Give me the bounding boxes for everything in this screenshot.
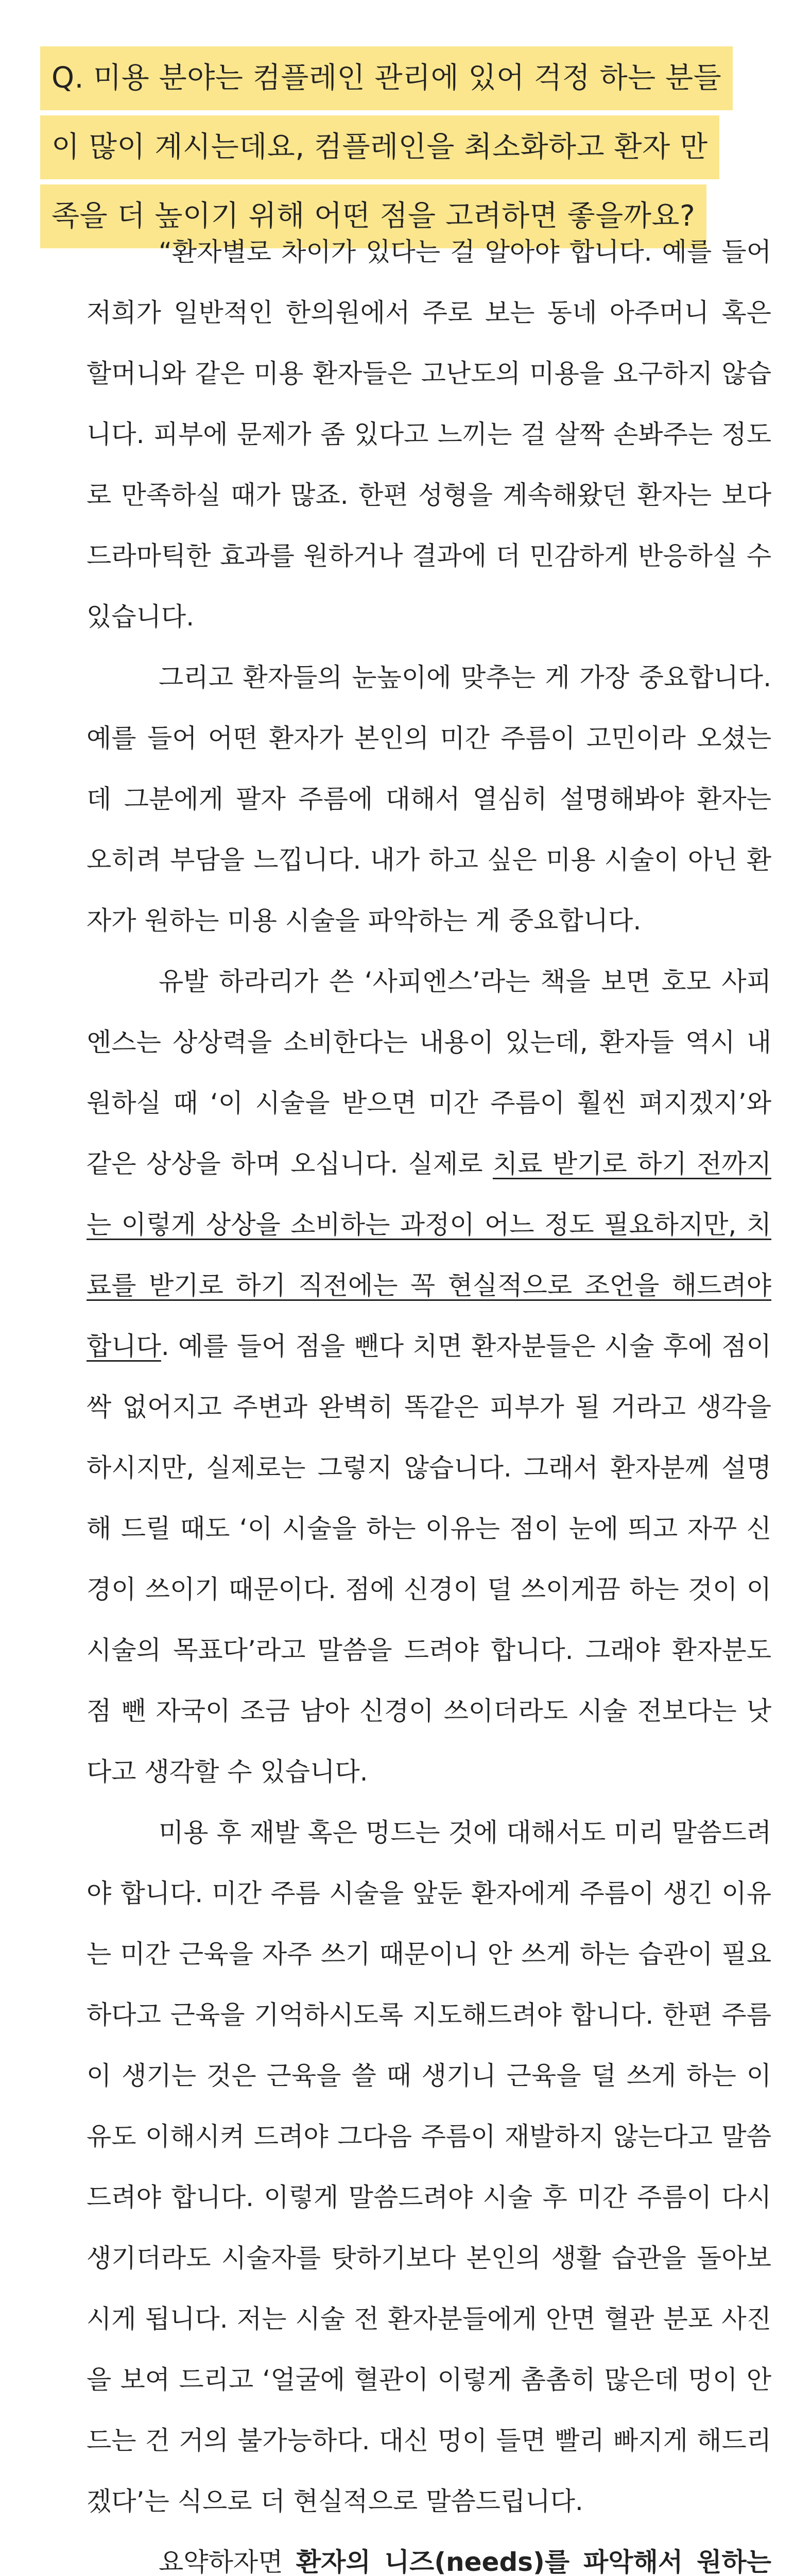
answer-1 <box>87 222 771 2576</box>
answer-1-paragraph-2: 그리고 환자들의 눈높이에 맞추는 게 가장 중요합니다. 예를 들어 어떤 환자가 본인의 미간 주름이 고민이라 오셨는데 그분에게 팔자 주름에 대해서 열심히 설명해봐야 환자는 오히려 부담을 느낍니다. 내가 하고 싶은 미용 시술이 아닌 환자가 원하는 미용 시술을 파악하는 게 중요합니다. <box>87 663 771 936</box>
question-1-line-3: 족을 더 높이기 위해 어떤 점을 고려하면 좋을까요? <box>40 184 706 248</box>
question-1-line-2: 이 많이 계시는데요, 컴플레인을 최소화하고 환자 만 <box>40 115 719 179</box>
answer-1-underlined-advice: 치료 받기로 하기 전까지는 이렇게 상상을 소비하는 과정이 어느 정도 필요하지만, 치료를 받기로 하기 직전에는 꼭 현실적으로 조언을 해드려야 합니다 <box>87 1149 771 1361</box>
answer-1-paragraph-3-rest: . 예를 들어 점을 뺀다 치면 환자분들은 시술 후에 점이 싹 없어지고 주변과 완벽히 똑같은 피부가 될 거라고 생각을 하시지만, 실제로는 그렇지 않습니다. 그래서 환자분께 설명해 드릴 때도 ‘이 시술을 하는 이유는 점이 눈에 띄고 자꾸 신경이 쓰이기 때문이다. 점에 신경이 덜 쓰이게끔 하는 것이 이 시술의 목표다’라고 말씀을 드려야 합니다. 그래야 환자분도 점 뺀 자국이 조금 남아 신경이 쓰이더라도 시술 전보다는 낫다고 생각할 수 있습니다. <box>87 1331 771 1787</box>
answer-1-paragraph-3-text: 유발 하라리가 쓴 ‘사피엔스’라는 책을 보면 호모 사피엔스는 상상력을 소비한다는 내용이 있는데, 환자들 역시 내원하실 때 ‘이 시술을 받으면 미간 주름이 훨씬 펴지겠지’와 같은 상상을 하며 오십니다. 실제로 <box>87 967 771 1179</box>
question-1-line-1: Q. 미용 분야는 컴플레인 관리에 있어 걱정 하는 분들 <box>40 46 733 110</box>
answer-1-paragraph-4: 미용 후 재발 혹은 멍드는 것에 대해서도 미리 말씀드려야 합니다. 미간 주름 시술을 앞둔 환자에게 주름이 생긴 이유는 미간 근육을 자주 쓰기 때문이니 안 쓰게 하는 습관이 필요하다고 근육을 기억하시도록 지도해드려야 합니다. 한편 주름이 생기는 것은 근육을 쓸 때 생기니 근육을 덜 쓰게 하는 이유도 이해시켜 드려야 그다음 주름이 재발하지 않는다고 말씀드려야 합니다. 이렇게 말씀드려야 시술 후 미간 주름이 다시 생기더라도 시술자를 탓하기보다 본인의 생활 습관을 돌아보시게 됩니다. 저는 시술 전 환자분들에게 안면 혈관 분포 사진을 보여 드리고 ‘얼굴에 혈관이 이렇게 촘촘히 많은데 멍이 안 드는 건 거의 불가능하다. 대신 멍이 들면 빨리 빠지게 해드리겠다’는 식으로 더 현실적으로 말씀드립니다. <box>87 1818 771 2516</box>
answer-1-summary-lead: 요약하자면 <box>159 2547 296 2576</box>
answer-1-paragraph-1: “환자별로 차이가 있다는 걸 알아야 합니다. 예를 들어 저희가 일반적인 한의원에서 주로 보는 동네 아주머니 혹은 할머니와 같은 미용 환자들은 고난도의 미용을 요구하지 않습니다. 피부에 문제가 좀 있다고 느끼는 걸 살짝 손봐주는 정도로 만족하실 때가 많죠. 한편 성형을 계속해왔던 환자는 보다 드라마틱한 효과를 원하거나 결과에 더 민감하게 반응하실 수 있습니다. <box>87 237 771 632</box>
answer-1-summary-bold: 환자의 니즈(needs)를 파악해서 원하는 <box>296 2547 771 2576</box>
answer-1-paragraph-5 <box>87 2532 771 2576</box>
answer-1-paragraph-3 <box>87 951 771 1802</box>
